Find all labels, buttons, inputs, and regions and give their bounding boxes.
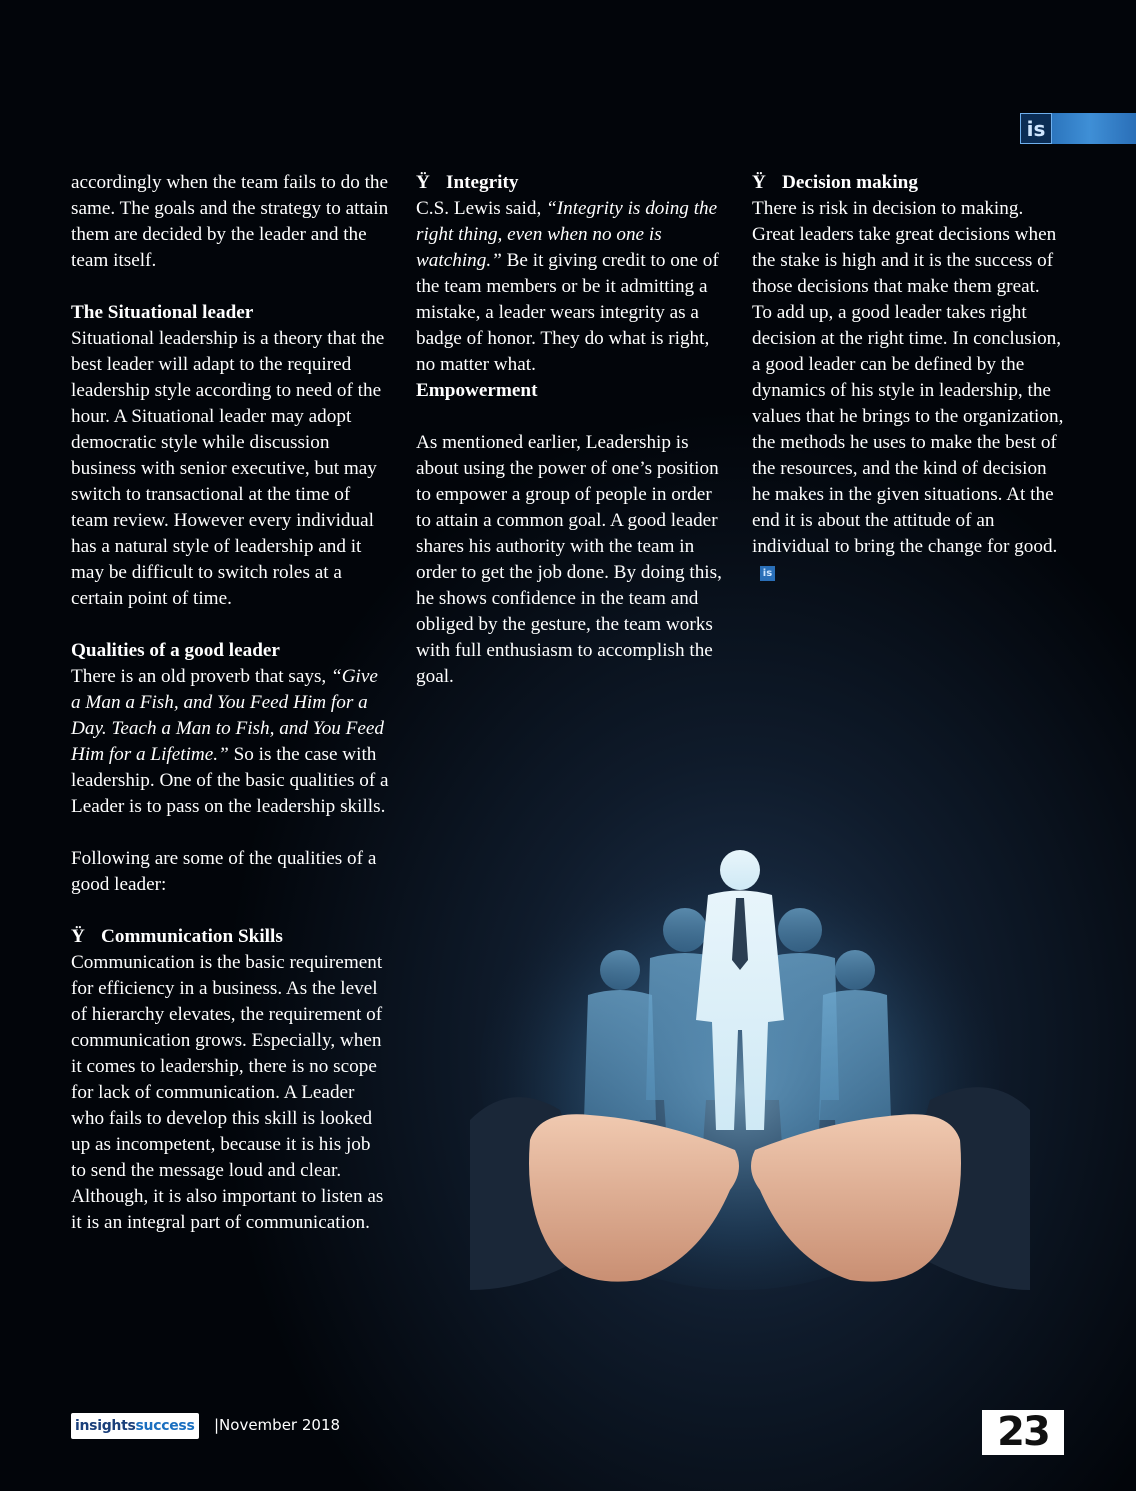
qualities-heading: Qualities of a good leader [71,640,280,661]
magazine-logo [71,1413,199,1439]
decision-making-heading [752,170,1064,196]
logo-word-insights: insights [75,1418,136,1434]
article-column-3 [752,170,1064,586]
leadership-illustration [470,820,1030,1340]
page-number: 23 [982,1410,1064,1455]
magazine-corner-logo: is [1020,113,1052,144]
logo-word-success: success [135,1418,195,1434]
bullet-mark: Ÿ [71,926,85,947]
integrity-text [416,196,728,378]
decision-text-body: There is risk in decision to making. Great leaders take great decisions when the stake is high and it is the success of those decisions that make them great. To add up, a good leader takes right decision at the right time. In conclusion, a good leader can be defined by the dynamics of his style in leadership, the values that he brings to the organization, the methods he uses to make the best of the resources, and the kind of decision he makes in the given situations. At the end it is about the attitude of an individual to bring the change for good. [752,198,1064,557]
integrity-heading-label: Integrity [446,172,519,193]
situational-leader-text: Situational leadership is a theory that the best leader will adapt to the required leadership style according to need of the hour. A Situational leader may adopt democratic style while discussion business with senior executive, but may switch to transactional at the time of team review. However every individual has a natural style of leadership and it may be difficult to switch roles at a certain point of time. [71,328,385,609]
communication-skills-heading [71,924,389,950]
article-column-1 [71,170,389,1236]
integrity-heading [416,170,728,196]
article-end-icon: is [760,566,775,581]
qualities-paragraph [71,664,389,820]
communication-heading-label: Communication Skills [101,926,283,947]
integrity-intro: C.S. Lewis said, [416,198,547,219]
bullet-mark: Ÿ [752,172,766,193]
communication-skills-text: Communication is the basic requirement for efficiency in a business. As the level of hierarchy elevates, the requirement of communication grows. Especially, when it comes to leadership, there is no scope for lack of communication. A Leader who fails to develop this skill is looked up as incompetent, because it is his job to send the message loud and clear. Although, it is also important to listen as it is an integral part of communication. [71,952,384,1233]
qualities-intro: There is an old proverb that says, [71,666,327,687]
proverb-quote: “Give a Man a Fish, and You Feed Him for a Day. Teach a Man to Fish, and You Feed Him for a Lifetime.” [71,666,385,765]
empowerment-heading: Empowerment [416,380,538,401]
integrity-quote: “Integrity is doing the right thing, even when no one is watching.” [416,198,718,271]
issue-date: |November 2018 [214,1416,341,1434]
decision-heading-label: Decision making [782,172,918,193]
qualities-after: So is the case with leadership. One of the basic qualities of a Leader is to pass on the leadership skills. [71,744,389,817]
empowerment-text: As mentioned earlier, Leadership is about using the power of one’s position to empower a group of people in order to attain a common goal. A good leader shares his authority with the team in order to get the job done. By doing this, he shows confidence in the team and obliged by the gesture, the team works with full enthusiasm to accomplish the goal. [416,432,722,687]
following-qualities-text: Following are some of the qualities of a good leader: [71,848,377,895]
situational-leader-heading: The Situational leader [71,302,254,323]
article-column-2 [416,170,728,690]
bullet-mark: Ÿ [416,172,430,193]
decision-making-text [752,196,1064,586]
col1-paragraph-intro: accordingly when the team fails to do the same. The goals and the strategy to attain them are decided by the leader and the team itself. [71,172,389,271]
integrity-after: Be it giving credit to one of the team members or be it admitting a mistake, a leader wears integrity as a badge of honor. They do what is right, no matter what. [416,250,719,375]
